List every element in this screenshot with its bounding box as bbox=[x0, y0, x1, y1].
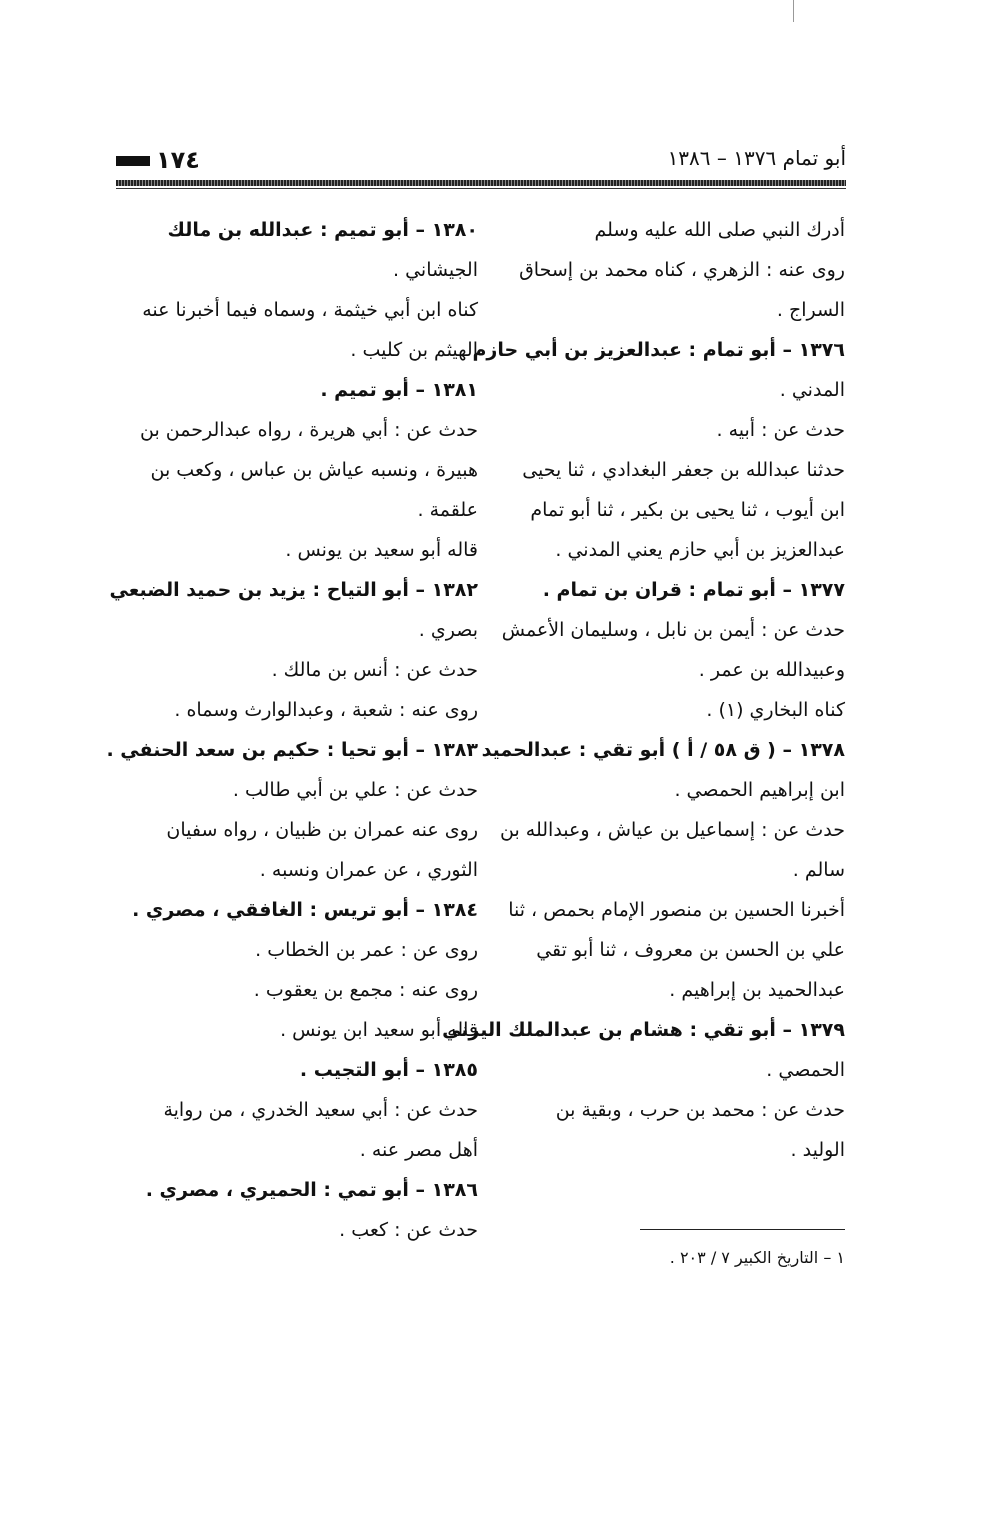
text-line: قاله أبو سعيد ابن يونس . bbox=[280, 1019, 478, 1041]
text-line: حدث عن : كعب . bbox=[339, 1219, 478, 1241]
text-line: المدني . bbox=[779, 379, 845, 401]
text-line: سالم . bbox=[792, 859, 845, 881]
text-line: روى عنه : الزهري ، كناه محمد بن إسحاق bbox=[519, 259, 845, 281]
page-header bbox=[116, 140, 846, 190]
text-line: روى عنه : شعبة ، وعبدالوارث وسماه . bbox=[174, 699, 478, 721]
entry-heading: ١٣٨١ – أبو تميم . bbox=[320, 379, 478, 401]
text-line: الثوري ، عن عمران ونسبه . bbox=[259, 859, 478, 881]
entry-heading: ١٣٨٣ – أبو تحيا : حكيم بن سعد الحنفي . bbox=[106, 739, 478, 761]
text-line: عبدالحميد بن إبراهيم . bbox=[669, 979, 845, 1001]
text-line: حدث عن : أبي هريرة ، رواه عبدالرحمن بن bbox=[139, 419, 478, 441]
entry-heading: ١٣٨٦ – أبو تمي : الحميري ، مصري . bbox=[145, 1179, 478, 1201]
text-line: الجيشاني . bbox=[392, 259, 478, 281]
header-rule bbox=[116, 180, 846, 186]
ornament-bar bbox=[116, 156, 150, 166]
text-line: الوليد . bbox=[790, 1139, 845, 1161]
entry-heading: ١٣٨٠ – أبو تميم : عبدالله بن مالك bbox=[167, 219, 478, 241]
entry-heading: ١٣٧٦ – أبو تمام : عبدالعزيز بن أبي حازم bbox=[472, 339, 845, 361]
text-line: السراج . bbox=[776, 299, 845, 321]
left-column bbox=[106, 210, 478, 1250]
entry-heading: ١٣٧٩ – أبو تقي : هشام بن عبدالملك اليزني bbox=[442, 1019, 845, 1041]
text-line: عبدالعزيز بن أبي حازم يعني المدني . bbox=[555, 539, 845, 561]
text-line: ابن إبراهيم الحمصي . bbox=[674, 779, 845, 801]
text-line: علقمة . bbox=[417, 499, 478, 521]
text-line: حدثنا عبدالله بن جعفر البغدادي ، ثنا يحيى bbox=[522, 459, 845, 481]
text-line: هبيرة ، ونسبه عياش بن عباس ، وكعب بن bbox=[150, 459, 478, 481]
running-title: أبو تمام ١٣٧٦ – ١٣٨٦ bbox=[667, 146, 846, 170]
text-line: روى عن : عمر بن الخطاب . bbox=[255, 939, 478, 961]
entry-heading: ١٣٨٤ – أبو تريس : الغافقي ، مصري . bbox=[132, 899, 478, 921]
text-line: أدرك النبي صلى الله عليه وسلم bbox=[594, 219, 845, 241]
text-line: حدث عن : علي بن أبي طالب . bbox=[232, 779, 478, 801]
text-line: حدث عن : أيمن بن نابل ، وسليمان الأعمش bbox=[501, 619, 845, 641]
text-line: بصري . bbox=[418, 619, 478, 641]
text-line: روى عنه : مجمع بن يعقوب . bbox=[253, 979, 478, 1001]
header-rule-thin bbox=[116, 188, 846, 189]
text-line: ابن أيوب ، ثنا يحيى بن بكير ، ثنا أبو تمام bbox=[530, 499, 845, 521]
page-number-block bbox=[116, 146, 200, 174]
entry-heading: ١٣٨٢ – أبو التياح : يزيد بن حميد الضبعي bbox=[109, 579, 478, 601]
footnote: ١ – التاريخ الكبير ٧ / ٢٠٣ . bbox=[669, 1248, 845, 1267]
scan-mark bbox=[793, 0, 794, 22]
text-line: حدث عن : إسماعيل بن عياش ، وعبدالله بن bbox=[499, 819, 845, 841]
entry-heading: ١٣٧٧ – أبو تمام : قران بن تمام . bbox=[542, 579, 845, 601]
text-line: حدث عن : محمد بن حرب ، وبقية بن bbox=[555, 1099, 845, 1121]
text-line: قاله أبو سعيد بن يونس . bbox=[285, 539, 478, 561]
text-line: حدث عن : أنس بن مالك . bbox=[271, 659, 478, 681]
text-line: الحمصي . bbox=[766, 1059, 845, 1081]
text-line: الهيثم بن كليب . bbox=[350, 339, 478, 361]
text-line: وعبيدالله بن عمر . bbox=[698, 659, 845, 681]
text-line: كناه ابن أبي خيثمة ، وسماه فيما أخبرنا عنه bbox=[142, 299, 478, 321]
text-line: حدث عن : أبي سعيد الخدري ، من رواية bbox=[163, 1099, 478, 1121]
text-line: علي بن الحسن بن معروف ، ثنا أبو تقي bbox=[536, 939, 845, 961]
text-line: أخبرنا الحسين بن منصور الإمام بحمص ، ثنا bbox=[508, 899, 845, 921]
entry-heading: ١٣٧٨ – ( ق ٥٨ / أ ) أبو تقي : عبدالحميد bbox=[481, 739, 845, 761]
text-line: كناه البخاري (١) . bbox=[706, 699, 845, 721]
footnote-rule bbox=[640, 1229, 845, 1230]
page-number: ١٧٤ bbox=[156, 146, 200, 174]
entry-heading: ١٣٨٥ – أبو التجيب . bbox=[299, 1059, 478, 1081]
text-line: أهل مصر عنه . bbox=[359, 1139, 478, 1161]
text-line: حدث عن : أبيه . bbox=[716, 419, 845, 441]
text-line: روى عنه عمران بن ظبيان ، رواه سفيان bbox=[166, 819, 478, 841]
